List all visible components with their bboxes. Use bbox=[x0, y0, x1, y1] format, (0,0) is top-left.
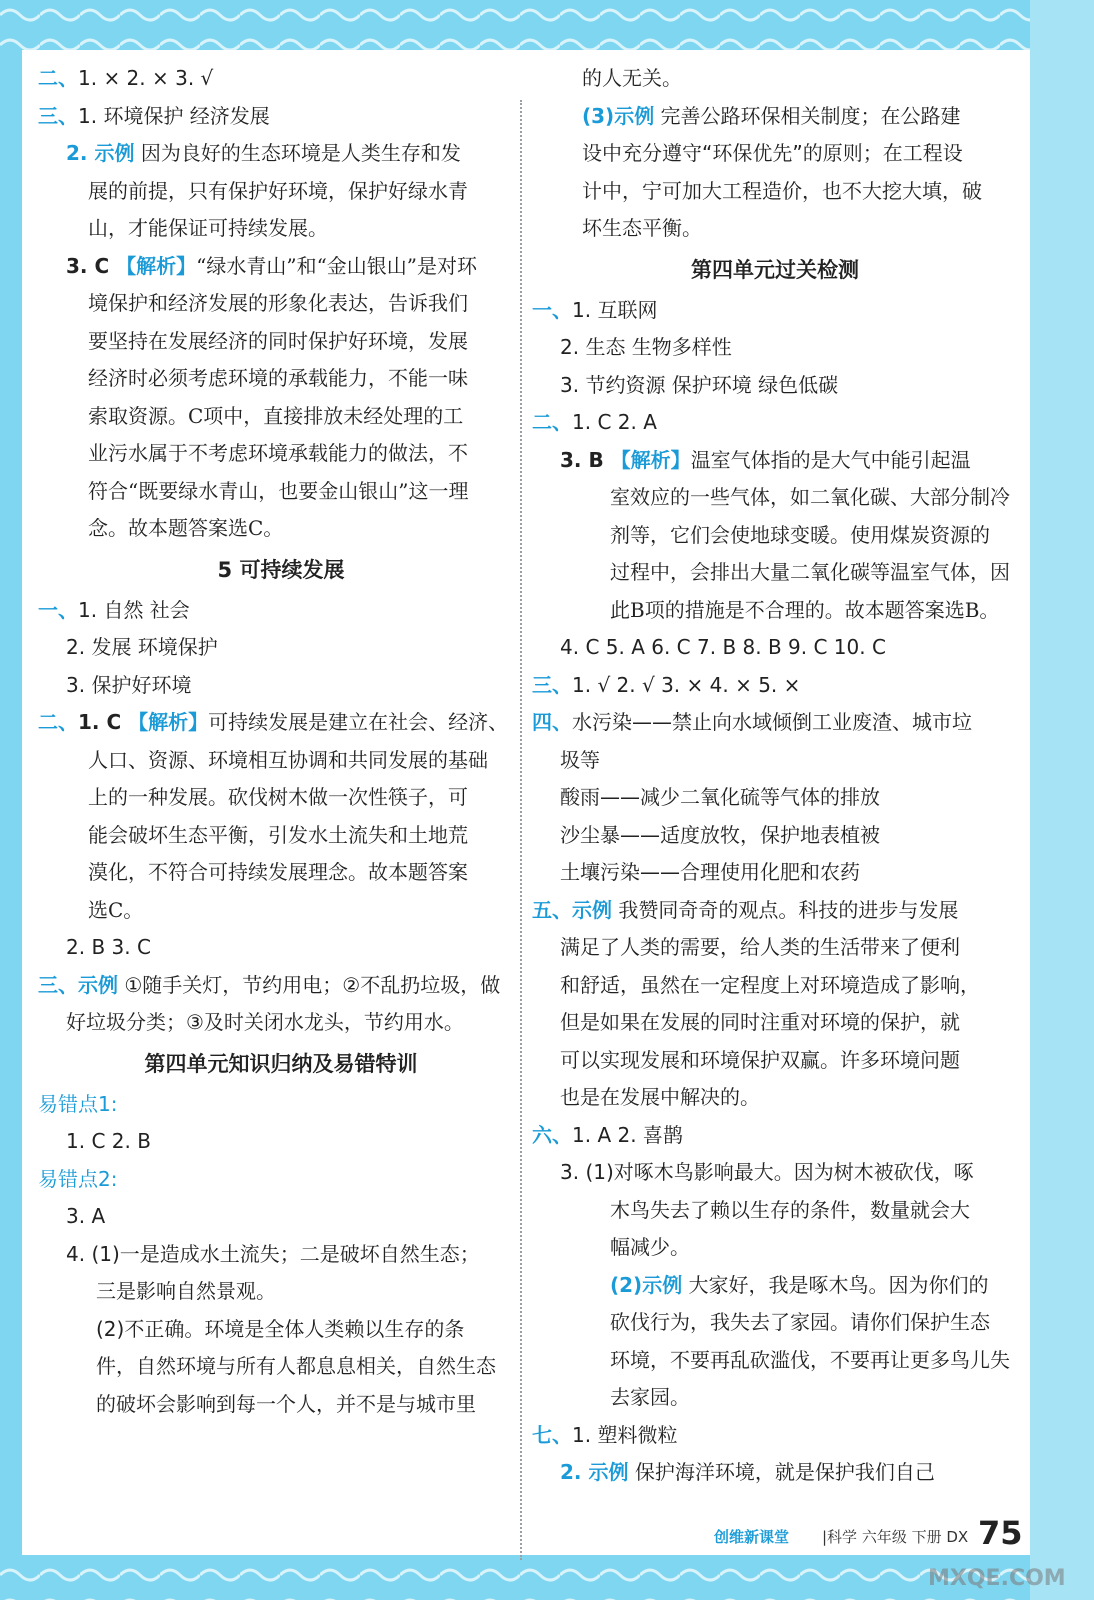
answer-text: 酸雨——减少二氧化硫等气体的排放 bbox=[560, 785, 880, 809]
answer-tag: 【解析】 bbox=[610, 447, 691, 472]
footer-subject: |科学 六年级 下册 DX bbox=[822, 1528, 969, 1546]
page-number: 75 bbox=[978, 1514, 1023, 1552]
answer-text: 因为良好的生态环境是人类生存和发 bbox=[134, 141, 461, 165]
answer-text: 2. 发展 环境保护 bbox=[66, 635, 218, 659]
answer-line bbox=[532, 292, 1018, 330]
answer-text: 圾等 bbox=[560, 747, 600, 772]
answer-tag: 【解析】 bbox=[116, 253, 197, 278]
answer-page bbox=[22, 50, 1030, 1555]
answer-line bbox=[532, 742, 1018, 780]
answer-line bbox=[38, 704, 524, 742]
answer-line bbox=[532, 1342, 1018, 1380]
question-number: 三、 bbox=[38, 103, 78, 128]
answer-line bbox=[532, 1042, 1018, 1080]
answer-text: 可持续发展是建立在社会、经济、 bbox=[208, 710, 509, 734]
answer-line bbox=[532, 892, 1018, 930]
question-number: 四、 bbox=[532, 710, 572, 734]
answer-text: ①随手关灯，节约用电；②不乱扔垃圾，做 bbox=[118, 972, 501, 997]
answer-line bbox=[532, 1229, 1018, 1267]
answer-line bbox=[532, 817, 1018, 855]
answer-text: 可以实现发展和环境保护双赢。许多环境问题 bbox=[560, 1047, 960, 1072]
answer-text: 念。故本题答案选C。 bbox=[88, 516, 284, 540]
answer-text: 人口、资源、环境相互协调和共同发展的基础 bbox=[88, 747, 488, 772]
right-column bbox=[532, 60, 1018, 1492]
answer-line bbox=[532, 779, 1018, 817]
answer-text: “绿水青山”和“金山银山”是对环 bbox=[196, 253, 478, 278]
answer-line bbox=[532, 1154, 1018, 1192]
answer-line bbox=[38, 210, 524, 248]
answer-text: 漠化，不符合可持续发展理念。故本题答案 bbox=[88, 860, 468, 884]
answer-line bbox=[532, 1117, 1018, 1155]
answer-line bbox=[532, 98, 1018, 136]
answer-text: 去家园。 bbox=[610, 1385, 690, 1409]
answer-text: 但是如果在发展的同时注重对环境的保护，就 bbox=[560, 1010, 960, 1034]
answer-tag: 示例 bbox=[78, 972, 118, 997]
answer-line bbox=[38, 667, 524, 705]
answer-line bbox=[532, 667, 1018, 705]
answer-tag: (2)示例 bbox=[610, 1272, 683, 1297]
answer-text: 3. A bbox=[66, 1204, 106, 1228]
answer-line bbox=[532, 929, 1018, 967]
answer-line bbox=[532, 554, 1018, 592]
answer-line bbox=[38, 1348, 524, 1386]
answer-line bbox=[38, 892, 524, 930]
answer-line bbox=[532, 592, 1018, 630]
answer-line bbox=[38, 929, 524, 967]
answer-text: 的人无关。 bbox=[582, 66, 682, 90]
error-point-label: 易错点1: bbox=[38, 1091, 118, 1116]
answer-line bbox=[532, 1454, 1018, 1492]
answer-line bbox=[532, 1079, 1018, 1117]
answer-line bbox=[532, 173, 1018, 211]
question-number: 七、 bbox=[532, 1422, 572, 1447]
answer-line bbox=[532, 479, 1018, 517]
answer-text: 1. 环境保护 经济发展 bbox=[78, 103, 270, 128]
answer-line bbox=[38, 510, 524, 548]
answer-line bbox=[38, 98, 524, 136]
answer-line bbox=[532, 1304, 1018, 1342]
watermark: MXQE.COM bbox=[928, 1566, 1066, 1591]
error-point-label: 易错点2: bbox=[38, 1166, 118, 1191]
answer-text: 经济时必须考虑环境的承载能力，不能一味 bbox=[88, 366, 468, 390]
answer-line bbox=[532, 404, 1018, 442]
answer-line bbox=[532, 135, 1018, 173]
answer-text: 环境，不要再乱砍滥伐，不要再让更多鸟儿失 bbox=[610, 1347, 1010, 1372]
answer-line bbox=[532, 1267, 1018, 1305]
answer-line bbox=[532, 60, 1018, 98]
answer-text: 设中充分遵守“环保优先”的原则；在工程设 bbox=[582, 141, 963, 165]
answer-line bbox=[38, 1198, 524, 1236]
answer-line bbox=[38, 592, 524, 630]
answer-text: 我赞同奇奇的观点。科技的进步与发展 bbox=[612, 897, 959, 922]
answer-line bbox=[38, 435, 524, 473]
answer-text: 完善公路环保相关制度；在公路建 bbox=[654, 103, 961, 128]
answer-text: 3. 保护好环境 bbox=[66, 672, 192, 697]
answer-line bbox=[532, 854, 1018, 892]
question-number: 二、 bbox=[38, 66, 78, 90]
answer-text: 1. C 2. B bbox=[66, 1129, 151, 1153]
answer-line bbox=[38, 360, 524, 398]
answer-text: 3. (1)对啄木鸟影响最大。因为树木被砍伐，啄 bbox=[560, 1160, 974, 1184]
answer-line bbox=[38, 1311, 524, 1349]
answer-text: 1. A 2. 喜鹊 bbox=[572, 1122, 683, 1147]
answer-text: 件，自然环境与所有人都息息相关，自然生态 bbox=[96, 1354, 496, 1378]
answer-text: 过程中，会排出大量二氧化碳等温室气体，因 bbox=[610, 560, 1010, 584]
question-number: 一、 bbox=[38, 597, 78, 622]
answer-line bbox=[38, 173, 524, 211]
section-heading: 第四单元知识归纳及易错特训 bbox=[144, 1051, 418, 1076]
answer-choice: 1. C bbox=[78, 710, 129, 734]
answer-text: 三是影响自然景观。 bbox=[96, 1279, 276, 1303]
answer-line bbox=[532, 704, 1018, 742]
answer-line bbox=[38, 1161, 524, 1199]
answer-text: 1. √ 2. √ 3. × 4. × 5. × bbox=[572, 672, 801, 697]
answer-line bbox=[532, 1417, 1018, 1455]
section-heading: 第四单元过关检测 bbox=[691, 257, 859, 282]
section-heading: 5 可持续发展 bbox=[217, 557, 345, 582]
answer-text: 4. C 5. A 6. C 7. B 8. B 9. C 10. C bbox=[560, 635, 886, 659]
answer-text: 砍伐行为，我失去了家园。请你们保护生态 bbox=[610, 1310, 990, 1334]
answer-line bbox=[38, 742, 524, 780]
answer-line bbox=[532, 1379, 1018, 1417]
answer-line bbox=[532, 329, 1018, 367]
answer-line bbox=[38, 1386, 524, 1424]
footer-brand: 创维新课堂 bbox=[714, 1528, 790, 1546]
answer-line bbox=[38, 323, 524, 361]
answer-text: 能会破坏生态平衡，引发水土流失和土地荒 bbox=[88, 822, 468, 847]
answer-text: (2)不正确。环境是全体人类赖以生存的条 bbox=[96, 1316, 465, 1341]
answer-line bbox=[532, 1004, 1018, 1042]
answer-line bbox=[532, 1192, 1018, 1230]
answer-text: 上的一种发展。砍伐树木做一次性筷子，可 bbox=[88, 785, 468, 809]
answer-tag: 【解析】 bbox=[128, 710, 209, 734]
answer-text: 1. 自然 社会 bbox=[78, 597, 190, 622]
answer-tag: 示例 bbox=[572, 897, 612, 922]
answer-text: 水污染——禁止向水域倾倒工业废渣、城市垃 bbox=[572, 710, 972, 734]
answer-text: 2. B 3. C bbox=[66, 935, 151, 959]
answer-text: 的破坏会影响到每一个人，并不是与城市里 bbox=[96, 1391, 476, 1416]
answer-text: 4. (1)一是造成水土流失；二是破坏自然生态； bbox=[66, 1241, 480, 1266]
answer-line bbox=[38, 398, 524, 436]
question-number: 六、 bbox=[532, 1122, 572, 1147]
answer-line bbox=[532, 517, 1018, 555]
answer-line bbox=[38, 285, 524, 323]
answer-line bbox=[38, 60, 524, 98]
answer-line bbox=[38, 248, 524, 286]
question-number: 五、 bbox=[532, 897, 572, 922]
answer-tag: 2. 示例 bbox=[560, 1460, 629, 1484]
answer-text: 2. 生态 生物多样性 bbox=[560, 335, 732, 359]
answer-text: 木鸟失去了赖以生存的条件，数量就会大 bbox=[610, 1197, 970, 1222]
answer-line bbox=[38, 779, 524, 817]
answer-text: 幅减少。 bbox=[610, 1235, 690, 1259]
answer-text: 温室气体指的是大气中能引起温 bbox=[690, 447, 971, 472]
answer-text: 索取资源。C项中，直接排放未经处理的工 bbox=[88, 403, 464, 428]
answer-line bbox=[38, 1273, 524, 1311]
answer-tag: (3)示例 bbox=[582, 103, 655, 128]
answer-text: 山，才能保证可持续发展。 bbox=[88, 216, 328, 240]
answer-text: 沙尘暴——适度放牧，保护地表植被 bbox=[560, 822, 880, 847]
answer-text: 大家好，我是啄木鸟。因为你们的 bbox=[682, 1272, 989, 1297]
answer-text: 也是在发展中解决的。 bbox=[560, 1085, 760, 1109]
answer-line bbox=[38, 1004, 524, 1042]
answer-text: 1. 塑料微粒 bbox=[572, 1422, 678, 1447]
answer-text: 和舒适，虽然在一定程度上对环境造成了影响， bbox=[560, 972, 980, 997]
answer-line bbox=[38, 854, 524, 892]
answer-text: 业污水属于不考虑环境承载能力的做法，不 bbox=[88, 441, 468, 465]
answer-choice: 3. B bbox=[560, 447, 611, 472]
answer-text: 剂等，它们会使地球变暖。使用煤炭资源的 bbox=[610, 522, 990, 547]
question-number: 二、 bbox=[532, 410, 572, 434]
answer-text: 3. 节约资源 保护环境 绿色低碳 bbox=[560, 372, 839, 397]
answer-text: 1. × 2. × 3. √ bbox=[78, 66, 214, 90]
answer-text: 保护海洋环境，就是保护我们自己 bbox=[628, 1460, 935, 1484]
answer-text: 要坚持在发展经济的同时保护好环境，发展 bbox=[88, 328, 468, 353]
question-number: 一、 bbox=[532, 297, 572, 322]
answer-line bbox=[38, 1236, 524, 1274]
answer-line bbox=[38, 1123, 524, 1161]
answer-line bbox=[38, 1086, 524, 1124]
left-column bbox=[38, 60, 524, 1423]
answer-line bbox=[532, 442, 1018, 480]
answer-line bbox=[38, 629, 524, 667]
answer-text: 坏生态平衡。 bbox=[582, 216, 702, 240]
answer-text: 境保护和经济发展的形象化表达，告诉我们 bbox=[88, 291, 468, 315]
answer-text: 计中，宁可加大工程造价，也不大挖大填，破 bbox=[582, 178, 982, 203]
answer-line bbox=[532, 967, 1018, 1005]
answer-text: 1. 互联网 bbox=[572, 297, 658, 322]
question-number: 三、 bbox=[38, 972, 78, 997]
answer-text: 1. C 2. A bbox=[572, 410, 657, 434]
answer-line bbox=[38, 135, 524, 173]
question-number: 三、 bbox=[532, 672, 572, 697]
answer-choice: 3. C bbox=[66, 253, 117, 278]
answer-text: 土壤污染——合理使用化肥和农药 bbox=[560, 860, 860, 884]
answer-line bbox=[532, 367, 1018, 405]
answer-text: 好垃圾分类；③及时关闭水龙头，节约用水。 bbox=[66, 1010, 464, 1034]
answer-line bbox=[38, 473, 524, 511]
question-number: 二、 bbox=[38, 710, 78, 734]
answer-line bbox=[532, 210, 1018, 248]
answer-line bbox=[38, 817, 524, 855]
answer-text: 满足了人类的需要，给人类的生活带来了便利 bbox=[560, 935, 960, 959]
answer-text: 此B项的措施是不合理的。故本题答案选B。 bbox=[610, 597, 1000, 622]
answer-text: 符合“既要绿水青山，也要金山银山”这一理 bbox=[88, 478, 469, 503]
answer-text: 展的前提，只有保护好环境，保护好绿水青 bbox=[88, 178, 468, 203]
answer-tag: 2. 示例 bbox=[66, 141, 135, 165]
answer-line bbox=[532, 629, 1018, 667]
answer-text: 室效应的一些气体，如二氧化碳、大部分制冷 bbox=[610, 485, 1010, 509]
answer-text: 选C。 bbox=[88, 897, 144, 922]
answer-line bbox=[38, 967, 524, 1005]
